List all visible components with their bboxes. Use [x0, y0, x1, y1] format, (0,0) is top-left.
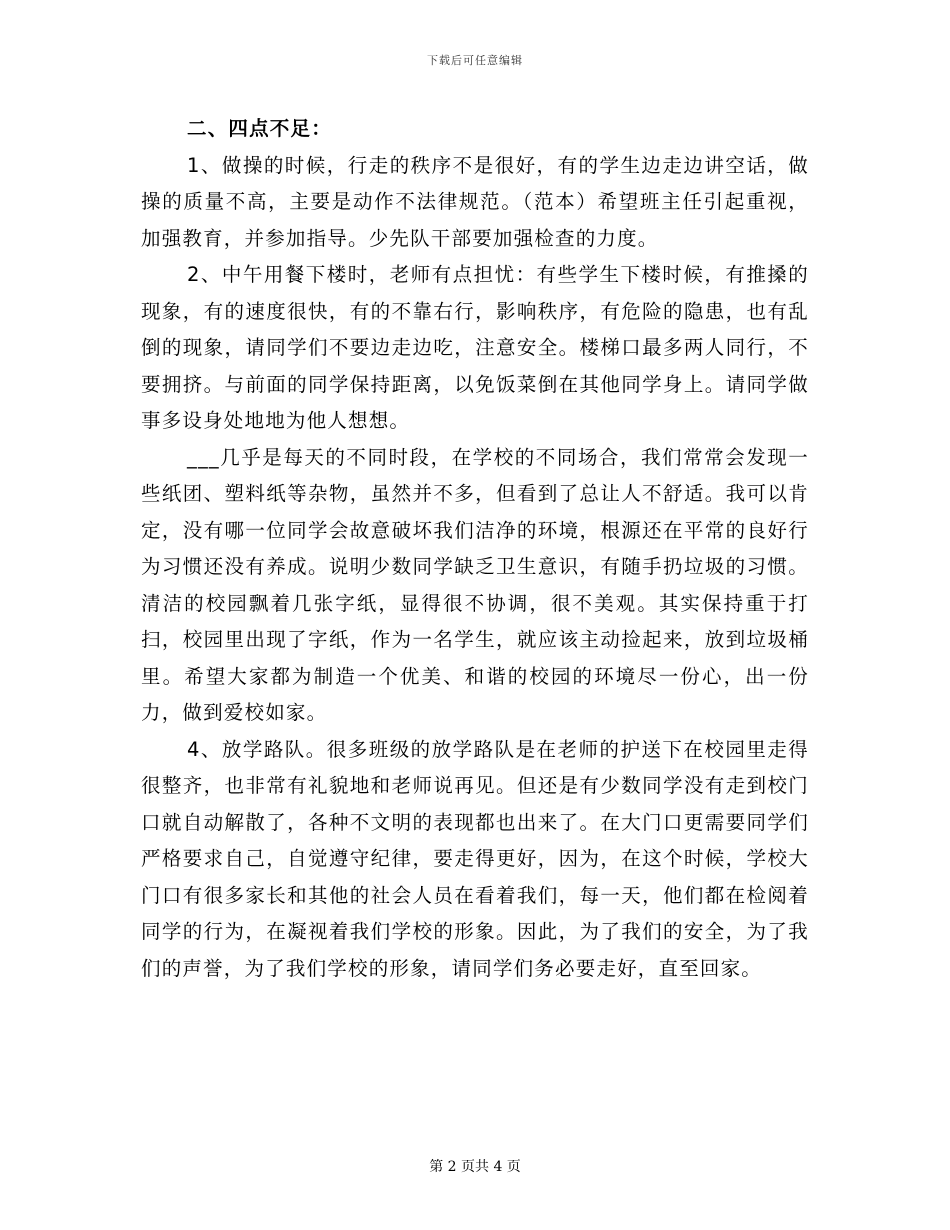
page-header: 下载后可任意编辑: [427, 54, 523, 67]
page-number: 第 2 页共 4 页: [429, 1159, 521, 1175]
paragraph-3: ___几乎是每天的不同时段，在学校的不同场合，我们常常会发现一些纸团、塑料纸等杂物，虽然并不多，但看到了总让人不舒适。我可以肯定，没有哪一位同学会故意破坏我们洁净的环境，根源还在平常的良好行为习惯还没有养成。说明少数同学缺乏卫生意识，有随手扔垃圾的习惯。清洁的校园飘着几张字纸，显得很不协调，很不美观。其实保持重于打扫，校园里出现了字纸，作为一名学生，就应该主动捡起来，放到垃圾桶里。希望大家都为制造一个优美、和谐的校园的环境尽一份心，出一份力，做到爱校如家。: [141, 445, 809, 724]
body-content: [141, 111, 809, 987]
paragraph-1: 1、做操的时候，行走的秩序不是很好，有的学生边走边讲空话，做操的质量不高，主要是动作不法律规范。（范本）希望班主任引起重视，加强教育，并参加指导。少先队干部要加强检查的力度。: [141, 153, 809, 250]
paragraph-2: 2、中午用餐下楼时，老师有点担忧：有些学生下楼时候，有推搡的现象，有的速度很快，有的不靠右行，影响秩序，有危险的隐患，也有乱倒的现象，请同学们不要边走边吃，注意安全。楼梯口最多两人同行，不要拥挤。与前面的同学保持距离，以免饭菜倒在其他同学身上。请同学做事多设身处地地为他人想想。: [141, 263, 809, 432]
section-heading: 二、四点不足：: [187, 117, 332, 140]
paragraph-4: 4、放学路队。很多班级的放学路队是在老师的护送下在校园里走得很整齐，也非常有礼貌地和老师说再见。但还是有少数同学没有走到校门口就自动解散了，各种不文明的表现都也出来了。在大门口更需要同学们严格要求自己，自觉遵守纪律，要走得更好，因为，在这个时候，学校大门口有很多家长和其他的社会人员在看着我们，每一天，他们都在检阅着同学的行为，在凝视着我们学校的形象。因此，为了我们的安全，为了我们的声誉，为了我们学校的形象，请同学们务必要走好，直至回家。: [141, 737, 809, 980]
